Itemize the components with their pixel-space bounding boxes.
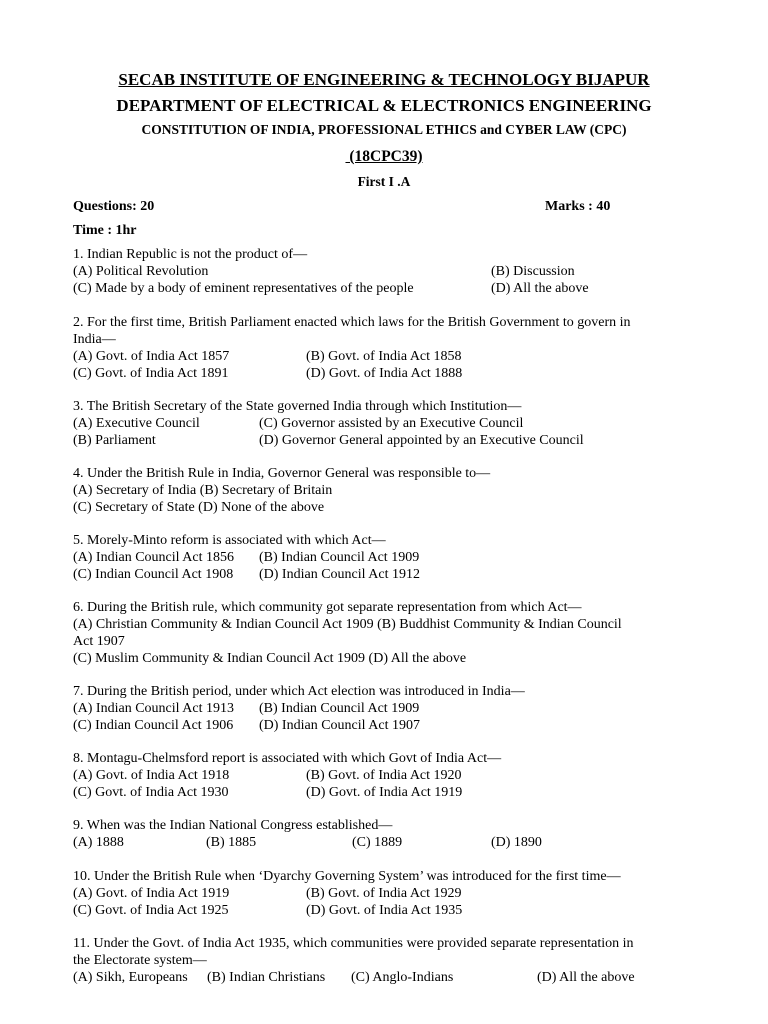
- course-title: CONSTITUTION OF INDIA, PROFESSIONAL ETHICS and CYBER LAW (CPC): [141, 122, 627, 137]
- question-11-option: (C) Anglo-Indians: [351, 970, 454, 985]
- question-3-option: (B) Parliament: [73, 433, 156, 448]
- exam-duration: Time : 1hr: [73, 223, 137, 238]
- exam-title: First I .A: [357, 174, 411, 189]
- question-5-stem: 5. Morely-Minto reform is associated with which Act—: [73, 533, 386, 548]
- question-3-option: (C) Governor assisted by an Executive Council: [259, 416, 524, 431]
- question-5-option: (C) Indian Council Act 1908: [73, 567, 234, 582]
- question-1-option: (D) All the above: [491, 281, 589, 296]
- question-11-option: (A) Sikh, Europeans: [73, 970, 188, 985]
- question-7-option: (D) Indian Council Act 1907: [259, 718, 420, 733]
- question-7-option: (B) Indian Council Act 1909: [259, 701, 420, 716]
- question-7-stem: 7. During the British period, under which Act election was introduced in India—: [73, 684, 525, 699]
- question-1-option: (C) Made by a body of eminent representatives of the people: [73, 281, 414, 296]
- marks-total: Marks : 40: [545, 199, 611, 214]
- question-2-option: (B) Govt. of India Act 1858: [306, 349, 462, 364]
- question-4-option: (A) Secretary of India (B) Secretary of Britain: [73, 483, 333, 498]
- question-3-option: (A) Executive Council: [73, 416, 200, 431]
- question-6-option: (C) Muslim Community & Indian Council Act 1909 (D) All the above: [73, 651, 467, 666]
- question-4-option: (C) Secretary of State (D) None of the above: [73, 500, 325, 515]
- question-7-option: (C) Indian Council Act 1906: [73, 718, 234, 733]
- question-10-option: (D) Govt. of India Act 1935: [306, 903, 463, 918]
- question-4-stem: 4. Under the British Rule in India, Governor General was responsible to—: [73, 466, 491, 481]
- question-8-option: (A) Govt. of India Act 1918: [73, 768, 230, 783]
- question-8-option: (C) Govt. of India Act 1930: [73, 785, 229, 800]
- question-3-option: (D) Governor General appointed by an Executive Council: [259, 433, 584, 448]
- question-2-stem: India—: [73, 332, 116, 347]
- question-6-option: (A) Christian Community & Indian Council Act 1909 (B) Buddhist Community & Indian Council: [73, 617, 622, 632]
- question-8-option: (D) Govt. of India Act 1919: [306, 785, 463, 800]
- question-5-option: (B) Indian Council Act 1909: [259, 550, 420, 565]
- question-5-option: (A) Indian Council Act 1856: [73, 550, 234, 565]
- questions-count: Questions: 20: [73, 199, 155, 214]
- department-title: DEPARTMENT OF ELECTRICAL & ELECTRONICS ENGINEERING: [116, 96, 652, 115]
- question-9-stem: 9. When was the Indian National Congress established—: [73, 818, 393, 833]
- question-11-stem: the Electorate system—: [73, 953, 207, 968]
- question-6-stem: 6. During the British rule, which community got separate representation from which Act—: [73, 600, 582, 615]
- question-5-option: (D) Indian Council Act 1912: [259, 567, 420, 582]
- question-2-option: (C) Govt. of India Act 1891: [73, 366, 229, 381]
- question-11-stem: 11. Under the Govt. of India Act 1935, which communities were provided separate representation in: [73, 936, 634, 951]
- question-11-option: (B) Indian Christians: [207, 970, 326, 985]
- question-7-option: (A) Indian Council Act 1913: [73, 701, 234, 716]
- question-3-stem: 3. The British Secretary of the State governed India through which Institution—: [73, 399, 522, 414]
- question-9-option: (B) 1885: [206, 835, 257, 850]
- question-2-option: (D) Govt. of India Act 1888: [306, 366, 463, 381]
- question-1-option: (B) Discussion: [491, 264, 575, 279]
- question-9-option: (A) 1888: [73, 835, 124, 850]
- question-2-option: (A) Govt. of India Act 1857: [73, 349, 230, 364]
- question-10-option: (A) Govt. of India Act 1919: [73, 886, 230, 901]
- question-1-option: (A) Political Revolution: [73, 264, 209, 279]
- institute-title: SECAB INSTITUTE OF ENGINEERING & TECHNOLOGY BIJAPUR: [118, 70, 650, 89]
- question-10-stem: 10. Under the British Rule when ‘Dyarchy Governing System’ was introduced for the first time—: [73, 869, 621, 884]
- question-10-option: (B) Govt. of India Act 1929: [306, 886, 462, 901]
- course-code: (18CPC39): [345, 148, 423, 165]
- question-6-option: Act 1907: [73, 634, 125, 649]
- question-2-stem: 2. For the first time, British Parliament enacted which laws for the British Government to govern in: [73, 315, 631, 330]
- question-8-stem: 8. Montagu-Chelmsford report is associated with which Govt of India Act—: [73, 751, 502, 766]
- question-11-option: (D) All the above: [537, 970, 635, 985]
- question-8-option: (B) Govt. of India Act 1920: [306, 768, 462, 783]
- question-9-option: (D) 1890: [491, 835, 542, 850]
- question-1-stem: 1. Indian Republic is not the product of—: [73, 247, 308, 262]
- question-10-option: (C) Govt. of India Act 1925: [73, 903, 229, 918]
- question-9-option: (C) 1889: [352, 835, 403, 850]
